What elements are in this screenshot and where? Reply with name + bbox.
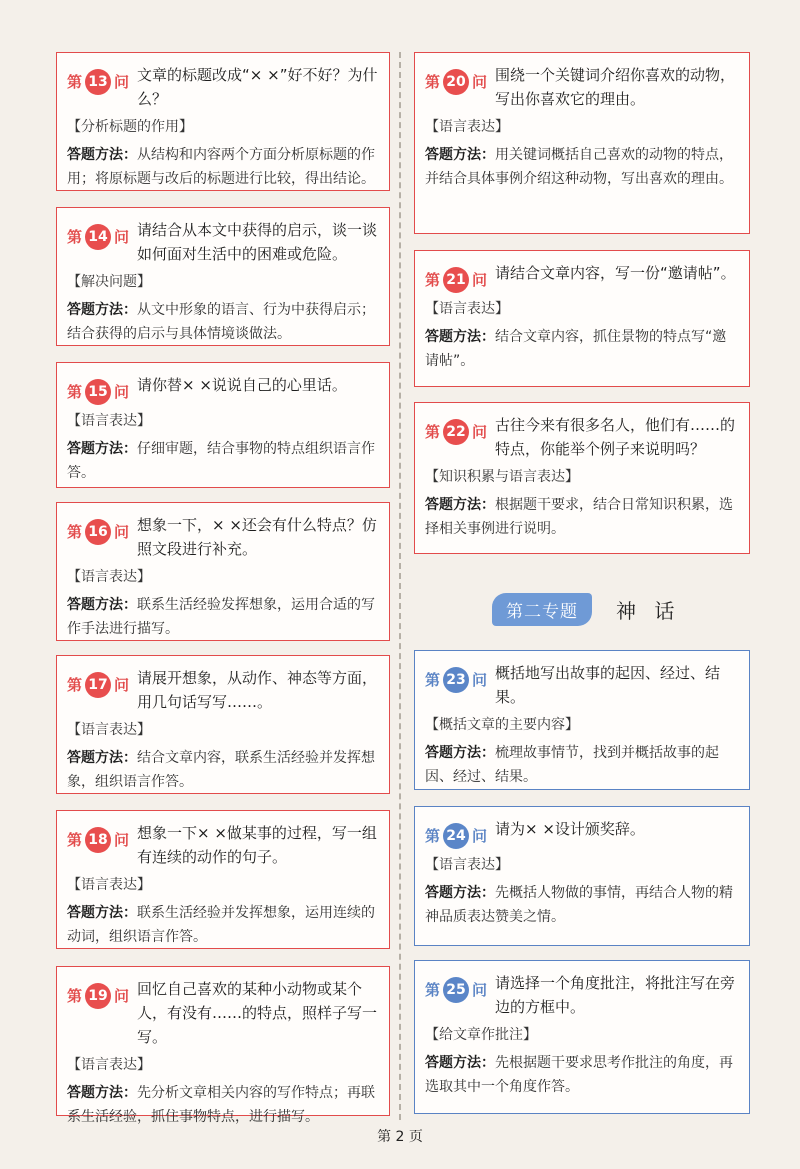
answer-method-text: 梳理故事情节，找到并概括故事的起因、经过、结果。 <box>425 745 719 785</box>
answer-method-text: 仔细审题，结合事物的特点组织语言作答。 <box>67 441 375 481</box>
badge-prefix: 第 <box>67 383 83 401</box>
answer-method <box>425 881 739 929</box>
question-category: 【语言表达】 <box>67 1057 151 1073</box>
question-number: 14 <box>85 224 111 250</box>
question-badge <box>425 823 487 849</box>
badge-prefix: 第 <box>67 831 83 849</box>
question-badge <box>67 224 129 250</box>
badge-prefix: 第 <box>67 73 83 91</box>
question-text: 请展开想象，从动作、神态等方面，用几句话写写……。 <box>137 669 378 711</box>
answer-method-text: 联系生活经验并发挥想象，运用连续的动词，组织语言作答。 <box>67 905 375 945</box>
question-number: 13 <box>85 69 111 95</box>
answer-method <box>67 298 379 346</box>
answer-method <box>67 1081 379 1129</box>
answer-method-label: 答题方法： <box>425 329 495 345</box>
question-category: 【语言表达】 <box>67 413 151 429</box>
badge-prefix: 第 <box>425 827 441 845</box>
answer-method-label: 答题方法： <box>425 147 495 163</box>
question-text: 文章的标题改成“× ×”好不好？为什么？ <box>137 66 378 108</box>
answer-method-text: 结合文章内容，联系生活经验并发挥想象，组织语言作答。 <box>67 750 375 790</box>
question-number: 18 <box>85 827 111 853</box>
answer-method-label: 答题方法： <box>67 441 137 457</box>
question-text: 概括地写出故事的起因、经过、结果。 <box>495 664 721 706</box>
answer-method-label: 答题方法： <box>67 1085 137 1101</box>
question-card-23 <box>414 650 750 790</box>
question-category: 【概括文章的主要内容】 <box>425 717 579 733</box>
question-category: 【语言表达】 <box>425 301 509 317</box>
question-text: 请你替× ×说说自己的心里话。 <box>137 376 347 394</box>
badge-suffix: 问 <box>472 671 488 689</box>
answer-method-text: 从文中形象的语言、行为中获得启示；结合获得的启示与具体情境谈做法。 <box>67 302 375 342</box>
answer-method-text: 从结构和内容两个方面分析原标题的作用；将原标题与改后的标题进行比较，得出结论。 <box>67 147 375 187</box>
question-number: 20 <box>443 69 469 95</box>
question-card-19 <box>56 966 390 1125</box>
question-badge <box>425 69 487 95</box>
question-number: 17 <box>85 672 111 698</box>
badge-prefix: 第 <box>425 671 441 689</box>
answer-method-label: 答题方法： <box>425 885 495 901</box>
badge-suffix: 问 <box>114 831 130 849</box>
answer-method-text: 先根据题干要求思考作批注的角度，再选取其中一个角度作答。 <box>425 1055 733 1095</box>
question-text: 请结合从本文中获得的启示，谈一谈如何面对生活中的困难或危险。 <box>137 221 378 263</box>
answer-method <box>67 746 379 794</box>
badge-suffix: 问 <box>114 987 130 1005</box>
badge-suffix: 问 <box>472 271 488 289</box>
answer-method <box>67 901 379 949</box>
question-card-24 <box>414 806 750 946</box>
question-number: 25 <box>443 977 469 1003</box>
answer-method <box>425 741 739 789</box>
question-text: 想象一下，× ×还会有什么特点？仿照文段进行补充。 <box>137 516 377 558</box>
answer-method-text: 联系生活经验发挥想象，运用合适的写作手法进行描写。 <box>67 597 375 637</box>
question-number: 15 <box>85 379 111 405</box>
question-category: 【语言表达】 <box>67 722 151 738</box>
answer-method-label: 答题方法： <box>425 745 495 761</box>
badge-prefix: 第 <box>67 228 83 246</box>
badge-suffix: 问 <box>114 228 130 246</box>
answer-method-label: 答题方法： <box>67 147 137 163</box>
answer-method <box>425 325 739 373</box>
answer-method <box>67 437 379 485</box>
question-category: 【解决问题】 <box>67 274 151 290</box>
section-title <box>492 592 680 626</box>
badge-prefix: 第 <box>425 981 441 999</box>
question-badge <box>425 977 487 1003</box>
question-card-22 <box>414 402 750 554</box>
badge-suffix: 问 <box>114 383 130 401</box>
question-card-15 <box>56 362 390 488</box>
question-card-16 <box>56 502 390 641</box>
answer-method-text: 先概括人物做的事情，再结合人物的精神品质表达赞美之情。 <box>425 885 733 925</box>
question-text: 请选择一个角度批注，将批注写在旁边的方框中。 <box>495 974 736 1016</box>
badge-suffix: 问 <box>472 423 488 441</box>
badge-prefix: 第 <box>67 523 83 541</box>
badge-prefix: 第 <box>425 423 441 441</box>
answer-method-text: 根据题干要求，结合日常知识积累，选择相关事例进行说明。 <box>425 497 733 537</box>
badge-prefix: 第 <box>67 676 83 694</box>
answer-method <box>425 493 739 541</box>
question-category: 【语言表达】 <box>67 569 151 585</box>
answer-method-label: 答题方法： <box>67 750 137 766</box>
badge-prefix: 第 <box>67 987 83 1005</box>
question-card-13 <box>56 52 390 191</box>
question-text: 请为× ×设计颁奖辞。 <box>495 820 645 838</box>
question-badge <box>425 419 487 445</box>
answer-method-label: 答题方法： <box>67 905 137 921</box>
section-name: 神 话 <box>616 598 681 623</box>
question-number: 21 <box>443 267 469 293</box>
answer-method <box>425 1051 739 1099</box>
question-badge <box>425 667 487 693</box>
badge-suffix: 问 <box>472 73 488 91</box>
badge-suffix: 问 <box>472 981 488 999</box>
question-text: 请结合文章内容，写一份“邀请帖”。 <box>495 264 736 282</box>
answer-method <box>425 143 739 191</box>
question-badge <box>425 267 487 293</box>
question-category: 【语言表达】 <box>67 877 151 893</box>
question-category: 【分析标题的作用】 <box>67 119 193 135</box>
question-number: 22 <box>443 419 469 445</box>
question-card-18 <box>56 810 390 949</box>
answer-method <box>67 593 379 641</box>
question-card-25 <box>414 960 750 1114</box>
badge-suffix: 问 <box>114 676 130 694</box>
question-badge <box>67 827 129 853</box>
badge-suffix: 问 <box>472 827 488 845</box>
question-badge <box>67 983 129 1009</box>
question-number: 16 <box>85 519 111 545</box>
question-badge <box>67 519 129 545</box>
question-category: 【给文章作批注】 <box>425 1027 537 1043</box>
answer-method-text: 结合文章内容，抓住景物的特点写“邀请帖”。 <box>425 329 727 369</box>
question-category: 【知识积累与语言表达】 <box>425 469 579 485</box>
column-divider <box>399 52 401 1120</box>
page-number: 第 2 页 <box>377 1129 423 1145</box>
question-badge <box>67 672 129 698</box>
answer-method-label: 答题方法： <box>67 302 137 318</box>
section-label-pill: 第二专题 <box>492 593 592 626</box>
question-category: 【语言表达】 <box>425 857 509 873</box>
badge-prefix: 第 <box>425 271 441 289</box>
question-text: 围绕一个关键词介绍你喜欢的动物，写出你喜欢它的理由。 <box>495 66 736 108</box>
question-text: 想象一下× ×做某事的过程，写一组有连续的动作的句子。 <box>137 824 377 866</box>
question-card-14 <box>56 207 390 346</box>
question-number: 19 <box>85 983 111 1009</box>
badge-suffix: 问 <box>114 73 130 91</box>
question-badge <box>67 69 129 95</box>
question-text: 回忆自己喜欢的某种小动物或某个人，有没有……的特点，照样子写一写。 <box>137 980 378 1046</box>
answer-method-text: 先分析文章相关内容的写作特点；再联系生活经验，抓住事物特点，进行描写。 <box>67 1085 375 1125</box>
question-card-20 <box>414 52 750 234</box>
question-badge <box>67 379 129 405</box>
answer-method <box>67 143 379 191</box>
badge-prefix: 第 <box>425 73 441 91</box>
badge-suffix: 问 <box>114 523 130 541</box>
question-number: 23 <box>443 667 469 693</box>
question-text: 古往今来有很多名人，他们有……的特点，你能举个例子来说明吗？ <box>495 416 736 458</box>
answer-method-text: 用关键词概括自己喜欢的动物的特点，并结合具体事例介绍这种动物，写出喜欢的理由。 <box>425 147 733 187</box>
answer-method-label: 答题方法： <box>425 1055 495 1071</box>
answer-method-label: 答题方法： <box>425 497 495 513</box>
question-category: 【语言表达】 <box>425 119 509 135</box>
question-card-17 <box>56 655 390 794</box>
question-card-21 <box>414 250 750 387</box>
question-number: 24 <box>443 823 469 849</box>
answer-method-label: 答题方法： <box>67 597 137 613</box>
